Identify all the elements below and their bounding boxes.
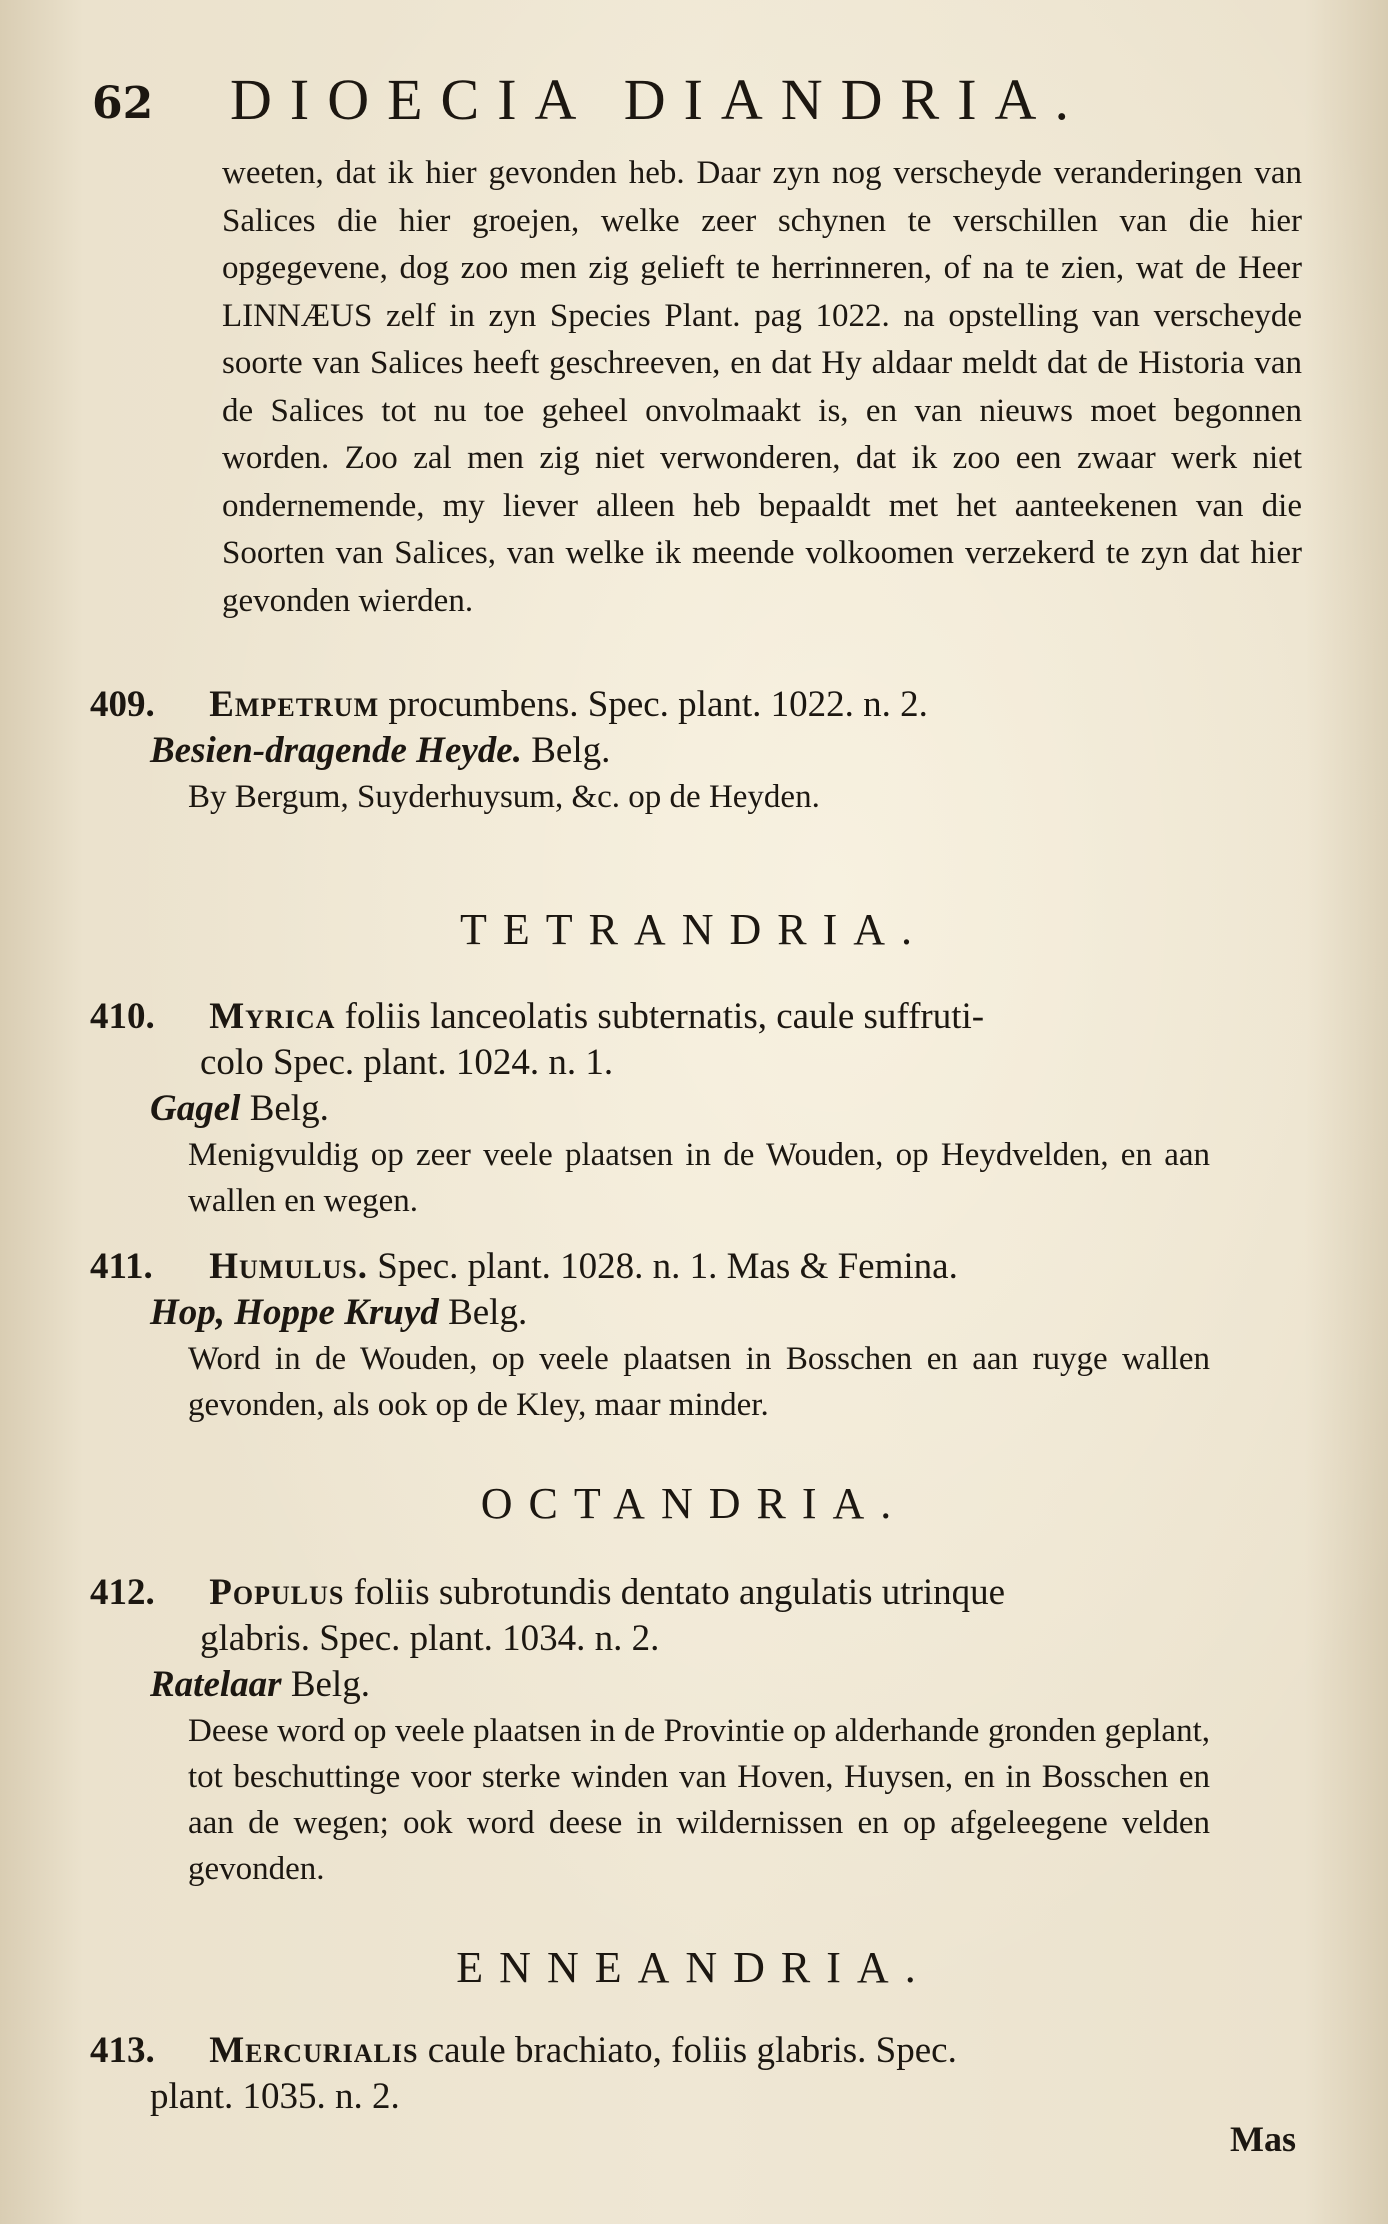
habitat-text: Deese word op veele plaatsen in de Provintie op alderhande gronden geplant, tot beschuttinge voor sterke winden van Hoven, Huysen, en in Bosschen en aan de wegen; ook word deese in wildernissen en op afgeleegene velden gevonden. — [188, 1713, 1210, 1887]
section-title-enneandria: ENNEANDRIA. — [456, 1943, 932, 1992]
diagnosis-line: Spec. plant. 1028. n. 1. Mas & Femina. — [377, 1246, 958, 1287]
genus-name: Populus — [209, 1572, 345, 1613]
entry-heading — [90, 682, 1310, 728]
diagnosis-continuation: glabris. Spec. plant. 1034. n. 2. — [200, 1618, 660, 1659]
habitat-text: Menigvuldig op zeer veele plaatsen in de Wouden, op Heydvelden, en aan wallen en wegen. — [188, 1137, 1210, 1219]
running-head: DIOECIA DIANDRIA. — [230, 67, 1087, 132]
genus-name: Mercurialis — [209, 2030, 419, 2071]
genus-name: Myrica — [209, 996, 336, 1037]
habitat-text: By Bergum, Suyderhuysum, &c. op de Heyden. — [188, 779, 820, 815]
entry-number: 413. — [90, 2030, 155, 2071]
page-header — [0, 58, 1388, 138]
vernacular-text: Hop, Hoppe Kruyd — [150, 1292, 439, 1333]
vernacular-name — [90, 1662, 1310, 1708]
entry-number: 412. — [90, 1572, 155, 1613]
diagnosis-line: foliis subrotundis dentato angulatis utrinque — [353, 1572, 1006, 1613]
catchword: Mas — [1230, 2119, 1296, 2159]
entry-number: 410. — [90, 996, 155, 1037]
diagnosis-continuation: plant. 1035. n. 2. — [150, 2076, 400, 2117]
vernacular-text: Besien-dragende Heyde. — [150, 730, 522, 771]
genus-name: Empetrum — [209, 684, 380, 725]
vernacular-lang: Belg. — [531, 730, 611, 771]
diagnosis-continuation: colo Spec. plant. 1024. n. 1. — [200, 1042, 614, 1083]
entry-heading — [90, 2028, 1310, 2074]
habitat-text: Word in de Wouden, op veele plaatsen in Bosschen en aan ruyge wallen gevonden, als ook op de Kley, maar minder. — [188, 1341, 1210, 1423]
diagnosis-line: caule brachiato, foliis glabris. Spec. — [427, 2030, 957, 2071]
entry-heading — [90, 1570, 1310, 1616]
section-title-tetrandria: TETRANDRIA. — [459, 905, 929, 954]
vernacular-text: Gagel — [150, 1088, 241, 1129]
entry-412 — [90, 1570, 1310, 1892]
vernacular-name — [90, 728, 1310, 774]
entry-411 — [90, 1244, 1310, 1428]
vernacular-lang: Belg. — [290, 1664, 370, 1705]
page-number: 62 — [92, 78, 154, 129]
vernacular-name — [90, 1290, 1310, 1336]
vernacular-text: Ratelaar — [150, 1664, 282, 1705]
entry-409 — [90, 682, 1310, 820]
intro-paragraph: weeten, dat ik hier gevonden heb. Daar zyn nog verscheyde veranderingen van Salices die hier groejen, welke zeer schynen te verschillen van die hier opgegevene, dog zoo men zig gelieft te herrinneren, of na te zien, wat de Heer LINNÆUS zelf in zyn Species Plant. pag 1022. na opstelling van verscheyde soorte van Salices heeft geschreeven, en dat Hy aldaar meldt dat de Historia van de Salices tot nu toe geheel onvolmaakt is, en van nieuws moet begonnen worden. Zoo zal men zig niet verwonderen, dat ik zoo een zwaar werk niet ondernemende, my liever alleen heb bepaaldt met het aanteekenen van die Soorten van Salices, van welke ik meende volkoomen verzekerd te zyn dat hier gevonden wierden. — [222, 155, 1302, 619]
vernacular-lang: Belg. — [448, 1292, 528, 1333]
vernacular-name — [90, 1086, 1310, 1132]
entry-heading — [90, 1244, 1310, 1290]
diagnosis-line: foliis lanceolatis subternatis, caule suffruti- — [344, 996, 985, 1037]
section-title-octandria: OCTANDRIA. — [480, 1479, 908, 1528]
diagnosis-line: procumbens. Spec. plant. 1022. n. 2. — [388, 684, 928, 725]
entry-heading — [90, 994, 1310, 1040]
genus-name: Humulus. — [209, 1246, 368, 1287]
entry-410 — [90, 994, 1310, 1224]
vernacular-lang: Belg. — [249, 1088, 329, 1129]
entry-number: 409. — [90, 684, 155, 725]
entry-413 — [90, 2028, 1310, 2120]
entry-number: 411. — [90, 1246, 153, 1287]
